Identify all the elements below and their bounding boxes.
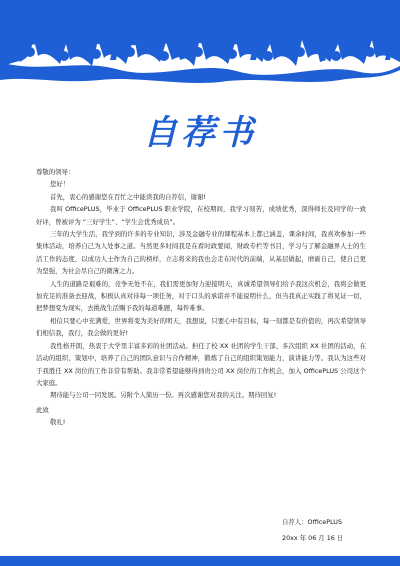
date: 20xx 年 06 月 16 日	[282, 534, 344, 542]
greeting: 您好！	[50, 180, 70, 189]
paragraph: 我叫 OfficePLUS，毕业于 OfficePLUS 职业学院，在校期间，我学习刻苦，成绩优秀，深得师长及同学的一致好评，曾被评为 “三好学生”、“学生会优秀成员”。	[36, 205, 366, 226]
paragraph: 我性格开朗，热衷于大学里丰富多彩的社团活动。担任了校 XX 社团的学生干部、多次组织 XX 社团的活动，在活动的组织、策划中，培养了自己的团队意识与合作精神，锻炼了自己的组织策划能力，演讲能力等。我认为这些对于我胜任 XX 岗位的工作非常有帮助。我非常希望能够得到贵公司 XX 岗位的工作机会，加入 OfficePLUS 公司这个大家庭。	[36, 341, 366, 387]
signature: 自荐人：OfficePLUS	[282, 518, 343, 526]
closing-2: 敬礼!	[50, 418, 66, 427]
paragraph: 人生的道路是艰难的，竞争无处不在，我们需更加努力迎接明天，真诚希望领导们给予我这次机会，我将会做更加充足的准备去迎战，积极认真对待每一项任务，对于口头的承诺并不能说明什么，但当我真正实践了将见证一切，把梦想变为现实，去挑战生活赐予我的每道难题，每件难事。	[36, 279, 366, 313]
paragraph: 三年的大学生活，我学到的许多的专业知识，涉及金融专业的课程基本上都已涵盖，课余时间，我喜欢参加一些集体活动，培养自己为人处事之道。当然更多时间我是在看时政要闻，财政专栏等书目，学习与了解金融界人士的生活工作的态度，以成功人士作为自己的榜样，立志将来的我也会走在时代的前端，从基层做起，磨砺自己，使自己更为坚强，为社会尽自己的微薄之力。	[36, 230, 366, 276]
header-banner	[0, 0, 400, 110]
bottom-bar	[0, 556, 400, 566]
letter-body	[36, 166, 366, 429]
crowd-silhouette-icon	[0, 0, 400, 110]
paragraph: 期待能与公司一同发展。另附个人简历一份。再次感谢您对我的关注。期待回复!	[50, 391, 277, 400]
paragraph: 相信只要心中充满爱，世界将变为美好的明天，我想说，只要心中有目标，每一刻都是有价值的，再次希望领导们相信我，我行，我会做的更好!	[36, 316, 366, 338]
salutation: 尊敬的领导：	[36, 168, 75, 176]
page-title: 自荐书	[143, 113, 257, 153]
closing-1: 此致	[36, 405, 49, 414]
paragraph: 首先，衷心的感谢您在百忙之中能读我的自荐信，谢谢!	[50, 192, 206, 201]
